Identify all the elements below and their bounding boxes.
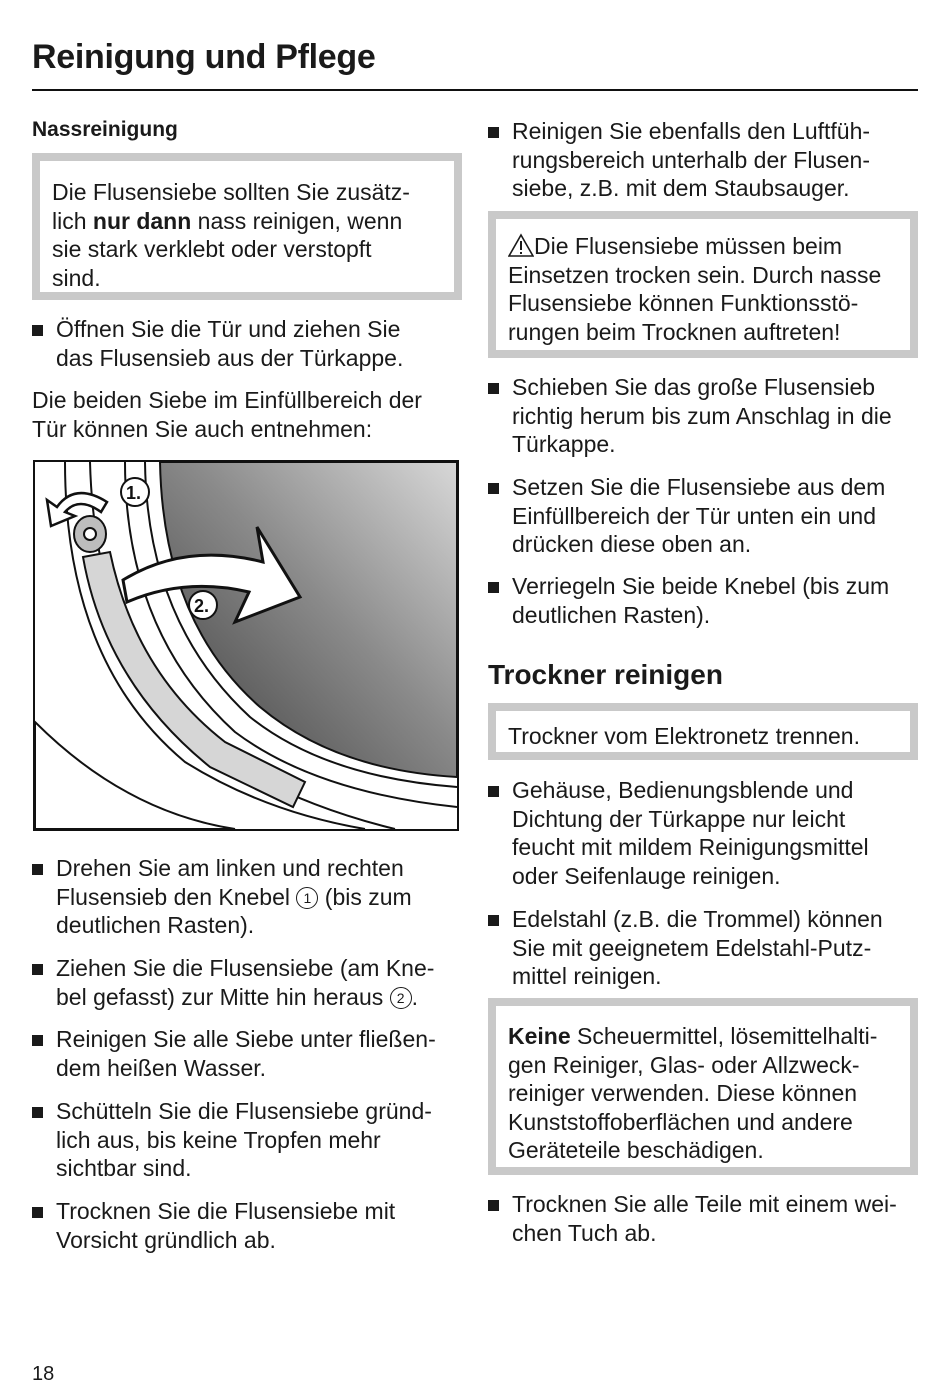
- page-title: Reinigung und Pflege: [32, 38, 376, 76]
- caution-bold: Keine: [508, 1023, 571, 1049]
- subheading-nassreinigung: Nassreinigung: [32, 118, 178, 141]
- bullet-square: [488, 786, 499, 797]
- ref-2-circle: 2: [390, 987, 412, 1009]
- heading-trockner-reinigen: Trockner reinigen: [488, 659, 723, 690]
- figure-label-1: 1.: [126, 483, 142, 503]
- note-line2-a: lich: [52, 207, 93, 234]
- paragraph: Die beiden Siebe im Einfüllbereich der Tür können Sie auch entnehmen:: [32, 387, 422, 442]
- title-rule: [32, 89, 918, 91]
- note-line1: Die Flusensiebe sollten Sie zusätz-: [52, 179, 410, 205]
- note-rest: sie stark verklebt oder verstopft sind.: [52, 236, 372, 291]
- note-bold: nur dann: [92, 207, 192, 234]
- note-line2-b: nass reinigen, wenn: [191, 207, 403, 234]
- warning-triangle-icon: [508, 233, 534, 257]
- bullet-square: [488, 582, 499, 593]
- flusensieb-illustration: [33, 460, 459, 831]
- warning-text: Die Flusensiebe müssen beim Einsetzen trocken sein. Durch nasse Flusensiebe können Funktionsstö-rungen beim Trocknen auftreten!: [508, 233, 882, 345]
- bullet-square: [32, 964, 43, 975]
- bullet-square: [488, 915, 499, 926]
- bullet-square: [488, 483, 499, 494]
- figure-label-2: 2.: [194, 596, 210, 616]
- caution-text: Scheuermittel, lösemittelhalti-gen Reiniger, Glas- oder Allzweck-reiniger verwenden. Diese können Kunststoffoberflächen und andere Geräteteile beschädigen.: [508, 1023, 878, 1164]
- illustration-svg: [35, 462, 457, 829]
- bullet-square: [32, 1207, 43, 1218]
- bullet-square: [488, 127, 499, 138]
- bullet-square: [488, 383, 499, 394]
- note-box: [32, 153, 462, 300]
- bullet-square: [488, 1200, 499, 1211]
- bullet-square: [32, 864, 43, 875]
- bullet-square: [32, 1035, 43, 1046]
- info-box: Trockner vom Elektronetz trennen.: [488, 703, 918, 760]
- page-number: 18: [32, 1363, 55, 1385]
- ref-1-circle: 1: [296, 887, 318, 909]
- caution-box: [488, 998, 918, 1175]
- bullet-square: [32, 325, 43, 336]
- bullet-square: [32, 1107, 43, 1118]
- warning-box: [488, 211, 918, 358]
